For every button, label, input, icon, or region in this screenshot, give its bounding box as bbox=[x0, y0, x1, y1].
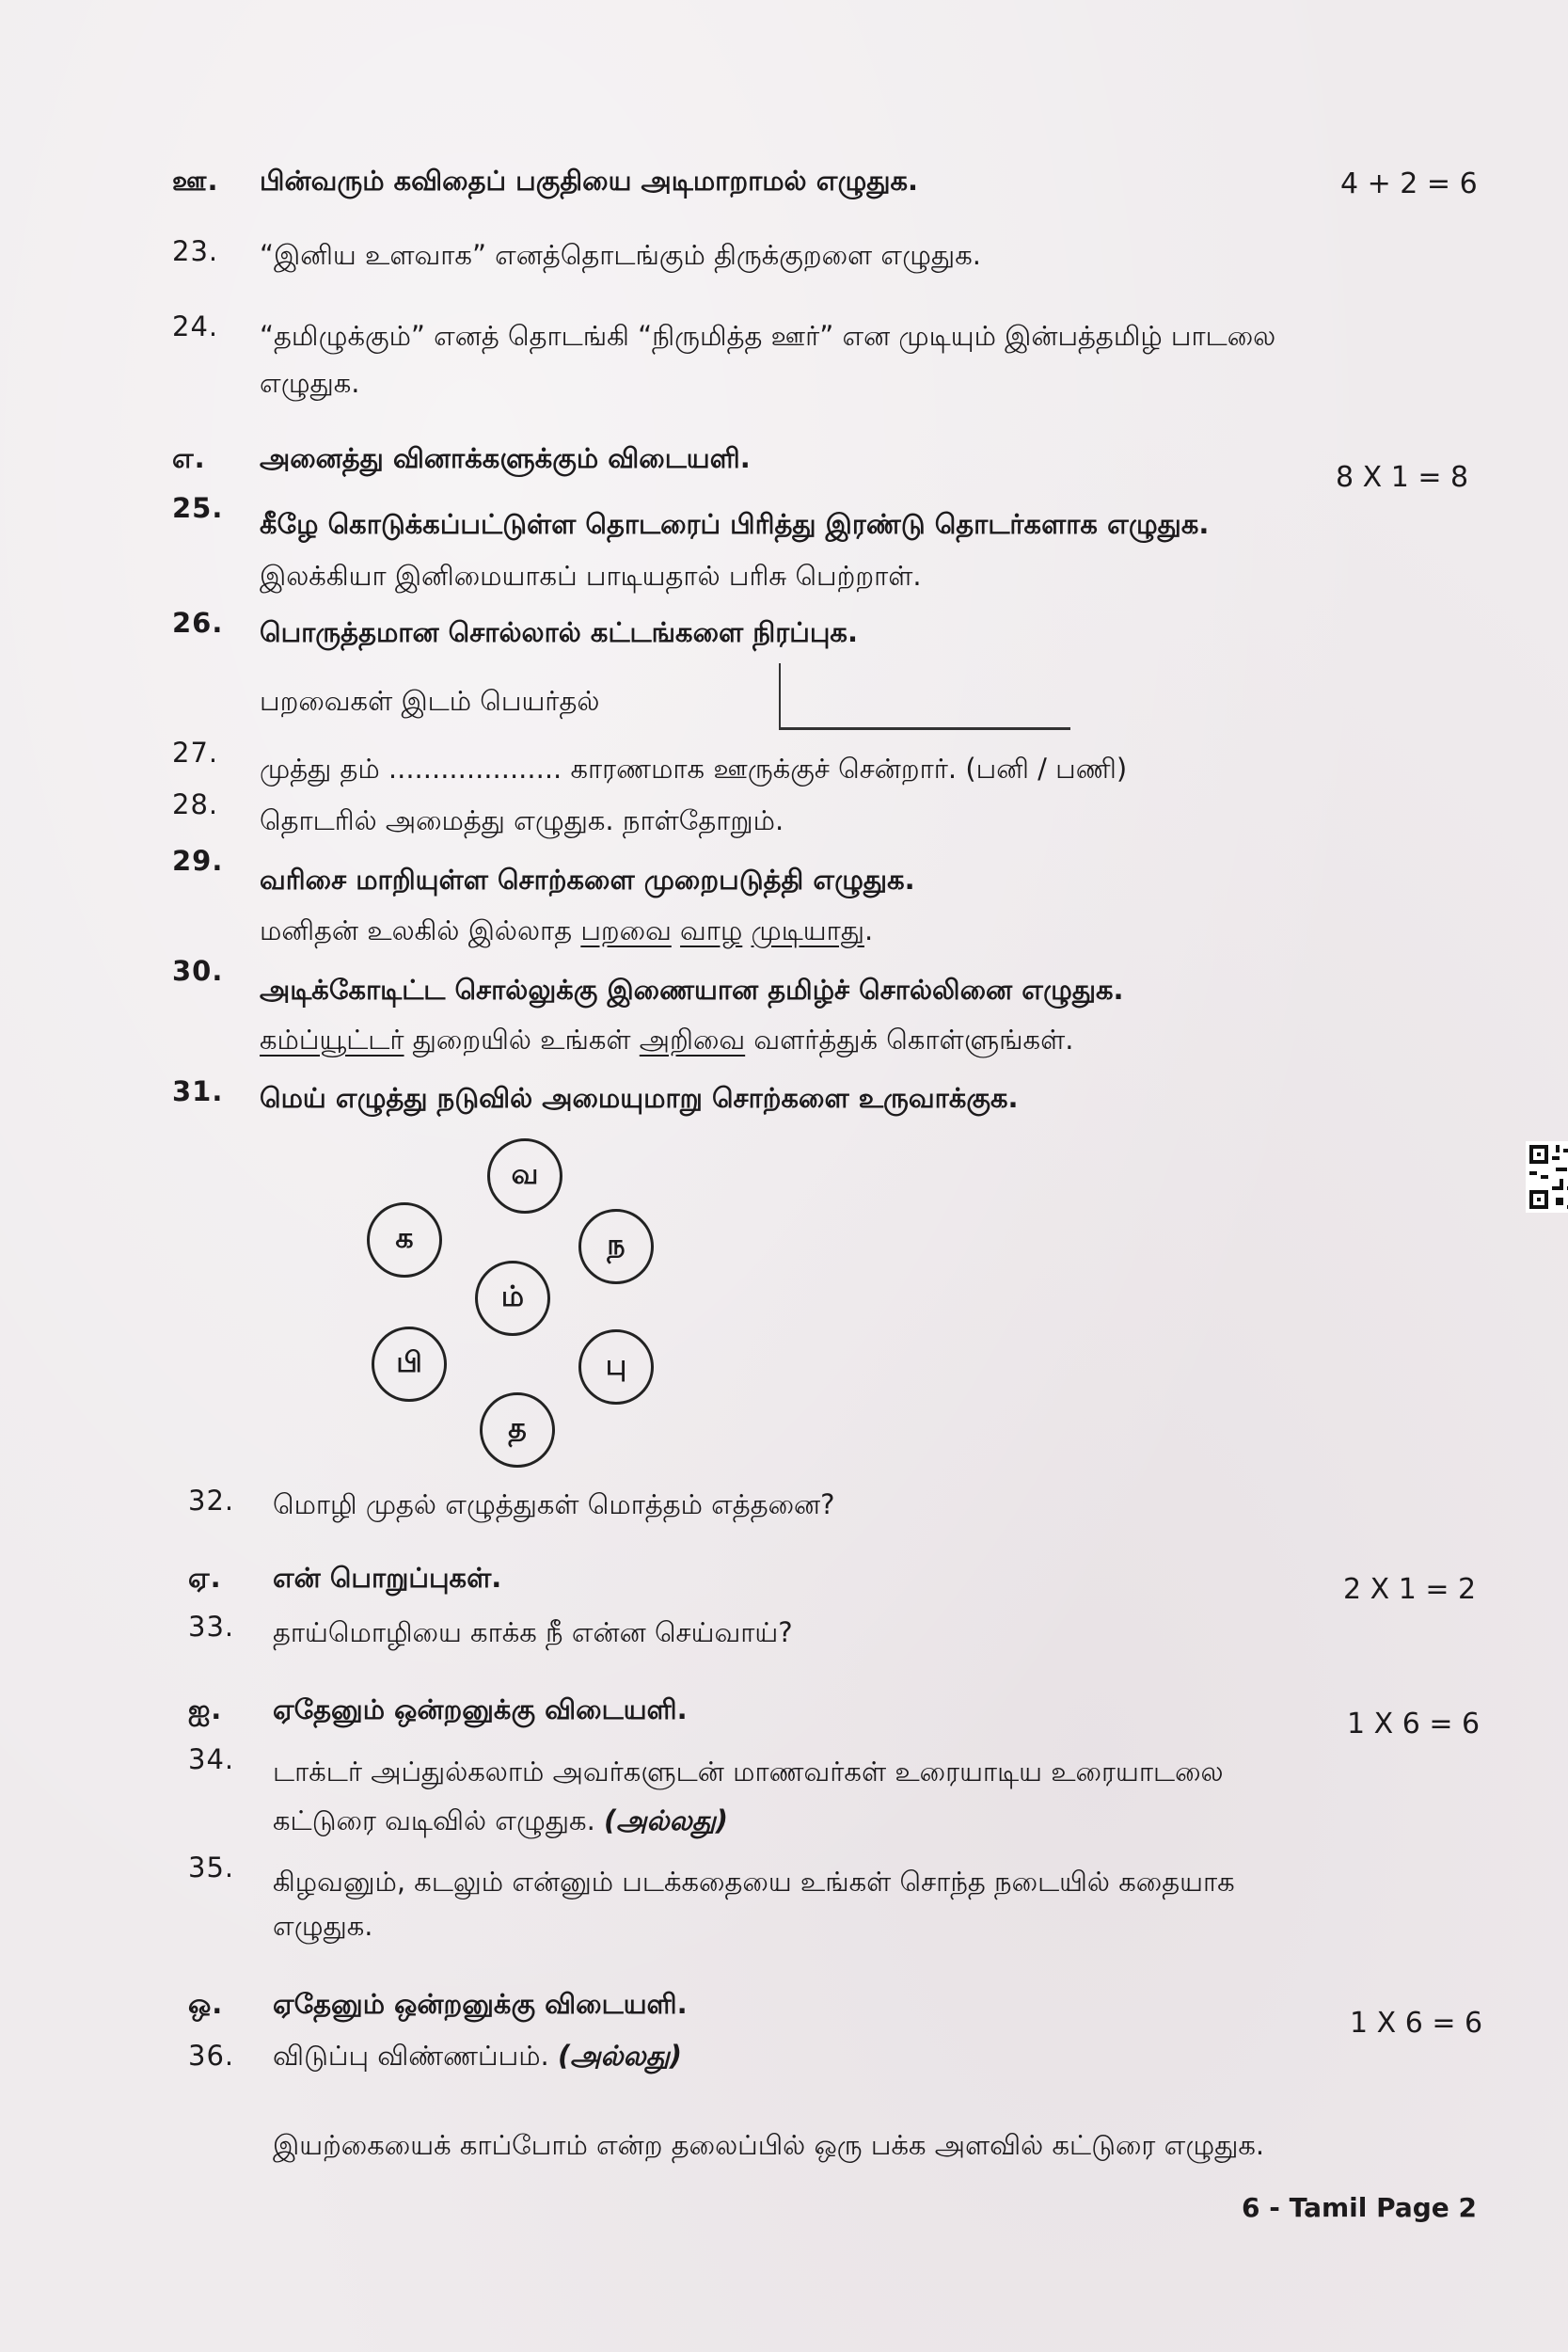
question-text-continued: பறவைகள் இடம் பெயர்தல் bbox=[260, 685, 600, 717]
question-number: 34. bbox=[188, 1743, 235, 1775]
sentence-part: கட்டுரை வடிவில் எழுதுக. bbox=[273, 1804, 595, 1836]
question-text: பொருத்தமான சொல்லால் கட்டங்களை நிரப்புக. bbox=[260, 616, 859, 648]
underlined-word: அறிவை bbox=[639, 1024, 746, 1056]
question-number: 26. bbox=[172, 607, 224, 639]
question-number: 31. bbox=[172, 1075, 224, 1107]
section-label: ஐ. bbox=[188, 1693, 223, 1725]
underlined-word: முடியாது bbox=[751, 914, 864, 946]
question-number: 33. bbox=[188, 1611, 235, 1643]
sentence-part: விடுப்பு விண்ணப்பம். bbox=[273, 2040, 549, 2072]
section-marks: 1 X 6 = 6 bbox=[1350, 2007, 1483, 2040]
underlined-word: பறவை bbox=[580, 914, 672, 946]
spacer bbox=[672, 914, 680, 946]
section-instruction: ஏதேனும் ஒன்றனுக்கு விடையளி. bbox=[273, 1693, 688, 1725]
section-label: ஏ. bbox=[188, 1562, 222, 1594]
sentence-part: வளர்த்துக் கொள்ளுங்கள். bbox=[745, 1024, 1074, 1056]
letter-circle-bottom: த bbox=[480, 1392, 555, 1468]
question-text-continued: இயற்கையைக் காப்போம் என்ற தலைப்பில் ஒரு பக்க அளவில் கட்டுரை எழுதுக. bbox=[273, 2129, 1265, 2161]
section-label: ஒ. bbox=[188, 1988, 224, 2020]
or-label: (அல்லது) bbox=[604, 1804, 729, 1836]
section-marks: 8 X 1 = 8 bbox=[1336, 461, 1469, 494]
question-number: 28. bbox=[172, 788, 219, 820]
question-text: தொடரில் அமைத்து எழுதுக. நாள்தோறும். bbox=[260, 804, 784, 836]
section-marks: 4 + 2 = 6 bbox=[1340, 167, 1478, 200]
section-marks: 1 X 6 = 6 bbox=[1347, 1708, 1481, 1740]
section-label: ஊ. bbox=[172, 165, 219, 197]
question-text: “இனிய உளவாக” எனத்தொடங்கும் திருக்குறளை எழுதுக. bbox=[260, 239, 981, 271]
question-text: மெய் எழுத்து நடுவில் அமையுமாறு சொற்களை உருவாக்குக. bbox=[260, 1082, 1019, 1114]
question-number: 32. bbox=[188, 1485, 235, 1517]
question-text: கீழே கொடுக்கப்பட்டுள்ள தொடரைப் பிரித்து இரண்டு தொடர்களாக எழுதுக. bbox=[260, 508, 1210, 540]
question-text-continued bbox=[273, 1804, 728, 1840]
spacer bbox=[742, 914, 751, 946]
question-text bbox=[273, 2040, 682, 2075]
section-marks: 2 X 1 = 2 bbox=[1343, 1573, 1477, 1606]
sentence-end: . bbox=[863, 914, 874, 946]
question-text: கிழவனும், கடலும் என்னும் படக்கதையை உங்கள் சொந்த நடையில் கதையாக bbox=[273, 1866, 1235, 1898]
question-text-continued: எழுதுக. bbox=[260, 367, 360, 399]
question-number: 29. bbox=[172, 845, 224, 877]
section-instruction: பின்வரும் கவிதைப் பகுதியை அடிமாறாமல் எழுதுக. bbox=[260, 165, 919, 197]
section-label: எ. bbox=[172, 442, 206, 474]
question-number: 24. bbox=[172, 310, 219, 342]
question-text-continued bbox=[260, 914, 873, 950]
question-number: 27. bbox=[172, 737, 219, 769]
page-footer: 6 - Tamil Page 2 bbox=[1242, 2192, 1478, 2223]
or-label: (அல்லது) bbox=[558, 2040, 683, 2072]
question-text: மொழி முதல் எழுத்துகள் மொத்தம் எத்தனை? bbox=[273, 1488, 835, 1520]
letter-circle-left: க bbox=[367, 1202, 442, 1278]
question-text-continued: இலக்கியா இனிமையாகப் பாடியதால் பரிசு பெற்றாள். bbox=[260, 560, 922, 592]
sentence-part: துறையில் உங்கள் bbox=[404, 1024, 640, 1056]
question-text-continued: எழுதுக. bbox=[273, 1910, 373, 1942]
section-instruction: அனைத்து வினாக்களுக்கும் விடையளி. bbox=[260, 442, 751, 474]
question-number: 23. bbox=[172, 235, 219, 267]
question-number: 25. bbox=[172, 492, 224, 524]
question-text: தாய்மொழியை காக்க நீ என்ன செய்வாய்? bbox=[273, 1616, 793, 1648]
question-text: “தமிழுக்கும்” எனத் தொடங்கி “நிருமித்த ஊர்” என முடியும் இன்பத்தமிழ் பாடலை bbox=[260, 320, 1276, 352]
question-text: முத்து தம் .................... காரணமாக ஊருக்குச் சென்றார். (பனி / பணி) bbox=[260, 753, 1128, 785]
question-text-continued bbox=[260, 1024, 1073, 1059]
letter-circle-bottom-left: பி bbox=[372, 1327, 447, 1402]
question-text: வரிசை மாறியுள்ள சொற்களை முறைபடுத்தி எழுதுக. bbox=[260, 864, 915, 896]
section-instruction: என் பொறுப்புகள். bbox=[273, 1562, 502, 1594]
question-text: அடிக்கோடிட்ட சொல்லுக்கு இணையான தமிழ்ச் சொல்லினை எழுதுக. bbox=[260, 974, 1124, 1006]
question-number: 36. bbox=[188, 2040, 235, 2072]
question-text: டாக்டர் அப்துல்கலாம் அவர்களுடன் மாணவர்கள் உரையாடிய உரையாடலை bbox=[273, 1756, 1224, 1788]
question-number: 35. bbox=[188, 1851, 235, 1883]
letter-circle-bottom-right: பு bbox=[578, 1329, 654, 1405]
letter-circle-right: ந bbox=[578, 1209, 654, 1284]
underlined-word: கம்ப்யூட்டர் bbox=[260, 1024, 404, 1056]
answer-box bbox=[779, 663, 1070, 730]
section-instruction: ஏதேனும் ஒன்றனுக்கு விடையளி. bbox=[273, 1988, 688, 2020]
qr-code-icon bbox=[1526, 1141, 1568, 1213]
sentence-part: மனிதன் உலகில் இல்லாத bbox=[260, 914, 581, 946]
underlined-word: வாழ bbox=[680, 914, 743, 946]
letter-circle-top: வ bbox=[487, 1138, 562, 1214]
question-number: 30. bbox=[172, 955, 224, 987]
letter-circle-center: ம் bbox=[475, 1261, 550, 1336]
